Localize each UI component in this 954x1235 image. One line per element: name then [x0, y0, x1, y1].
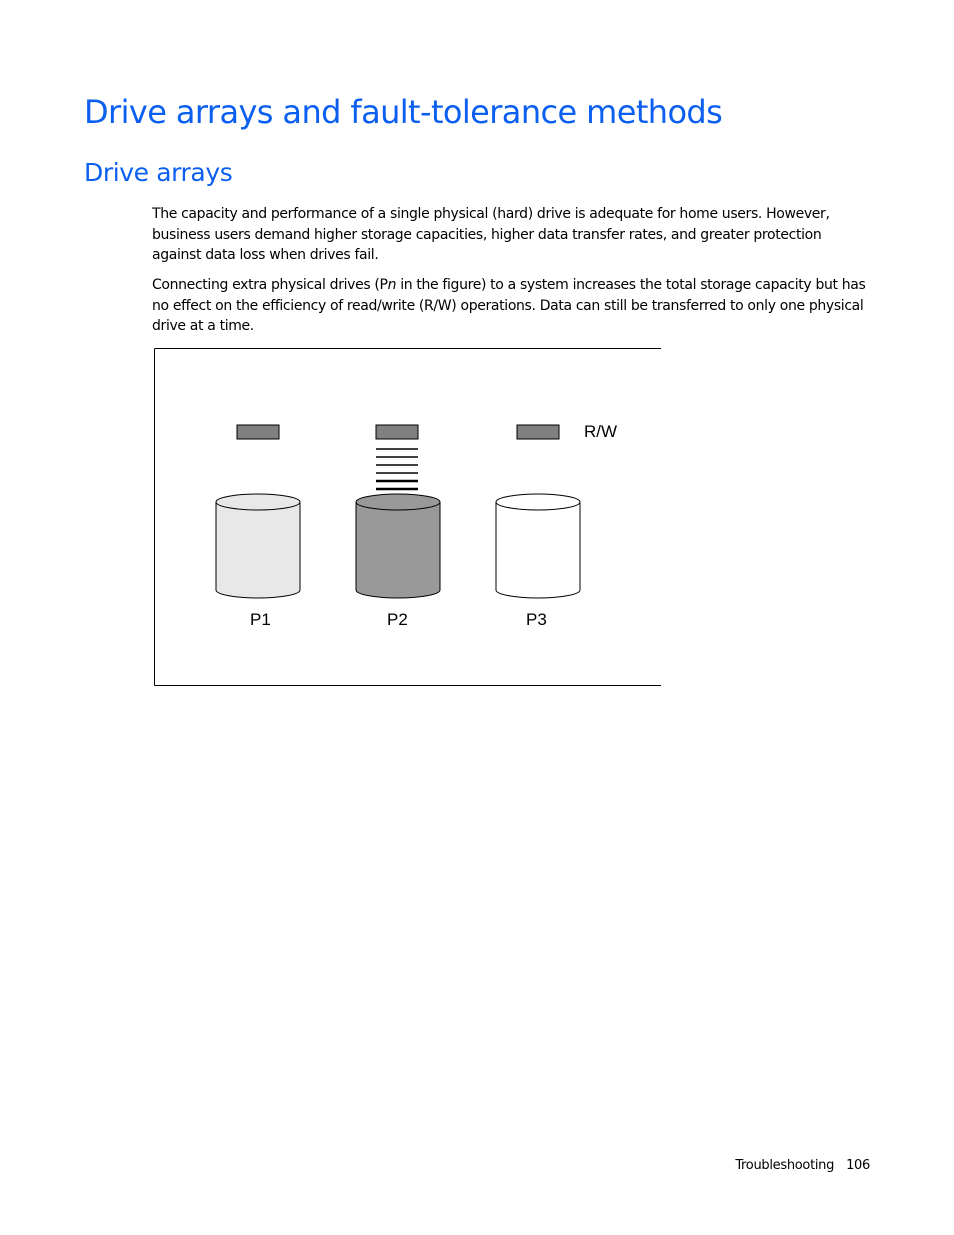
- page-number: 106: [846, 1158, 870, 1173]
- drive-label-p3: P3: [526, 610, 547, 629]
- page-footer: [735, 1158, 870, 1173]
- paragraph-intro: The capacity and performance of a single physical (hard) drive is adequate for home users. However, business users demand higher storage capacities, higher data transfer rates, and greater protection against data loss when drives fail.: [152, 206, 830, 263]
- paragraph-connecting-drives: [152, 275, 872, 337]
- page-title: Drive arrays and fault-tolerance methods: [84, 93, 723, 131]
- footer-section-name: Troubleshooting: [735, 1158, 835, 1173]
- drive-array-figure: [154, 348, 662, 686]
- rw-head-p3: [517, 425, 559, 439]
- drive-array-diagram: [154, 348, 662, 686]
- paragraph-text-start: Connecting extra physical drives (P: [152, 277, 388, 293]
- drive-p3-cylinder: [496, 494, 580, 598]
- paragraph-italic-n: n: [387, 277, 397, 293]
- drive-label-p2: P2: [387, 610, 408, 629]
- rw-label: R/W: [584, 422, 618, 441]
- rw-head-p1: [237, 425, 279, 439]
- data-transfer-lines: [376, 449, 418, 498]
- rw-head-p2: [376, 425, 418, 439]
- drive-p2-cylinder: [356, 494, 440, 598]
- section-heading: Drive arrays: [84, 158, 233, 187]
- paragraph-text-end: in the figure) to a system increases the total storage capacity but has no effect on the efficiency of read/write (R/W) operations. Data can still be transferred to only one physical drive at a time.: [152, 277, 866, 334]
- drive-label-p1: P1: [250, 610, 271, 629]
- drive-p1-cylinder: [216, 494, 300, 598]
